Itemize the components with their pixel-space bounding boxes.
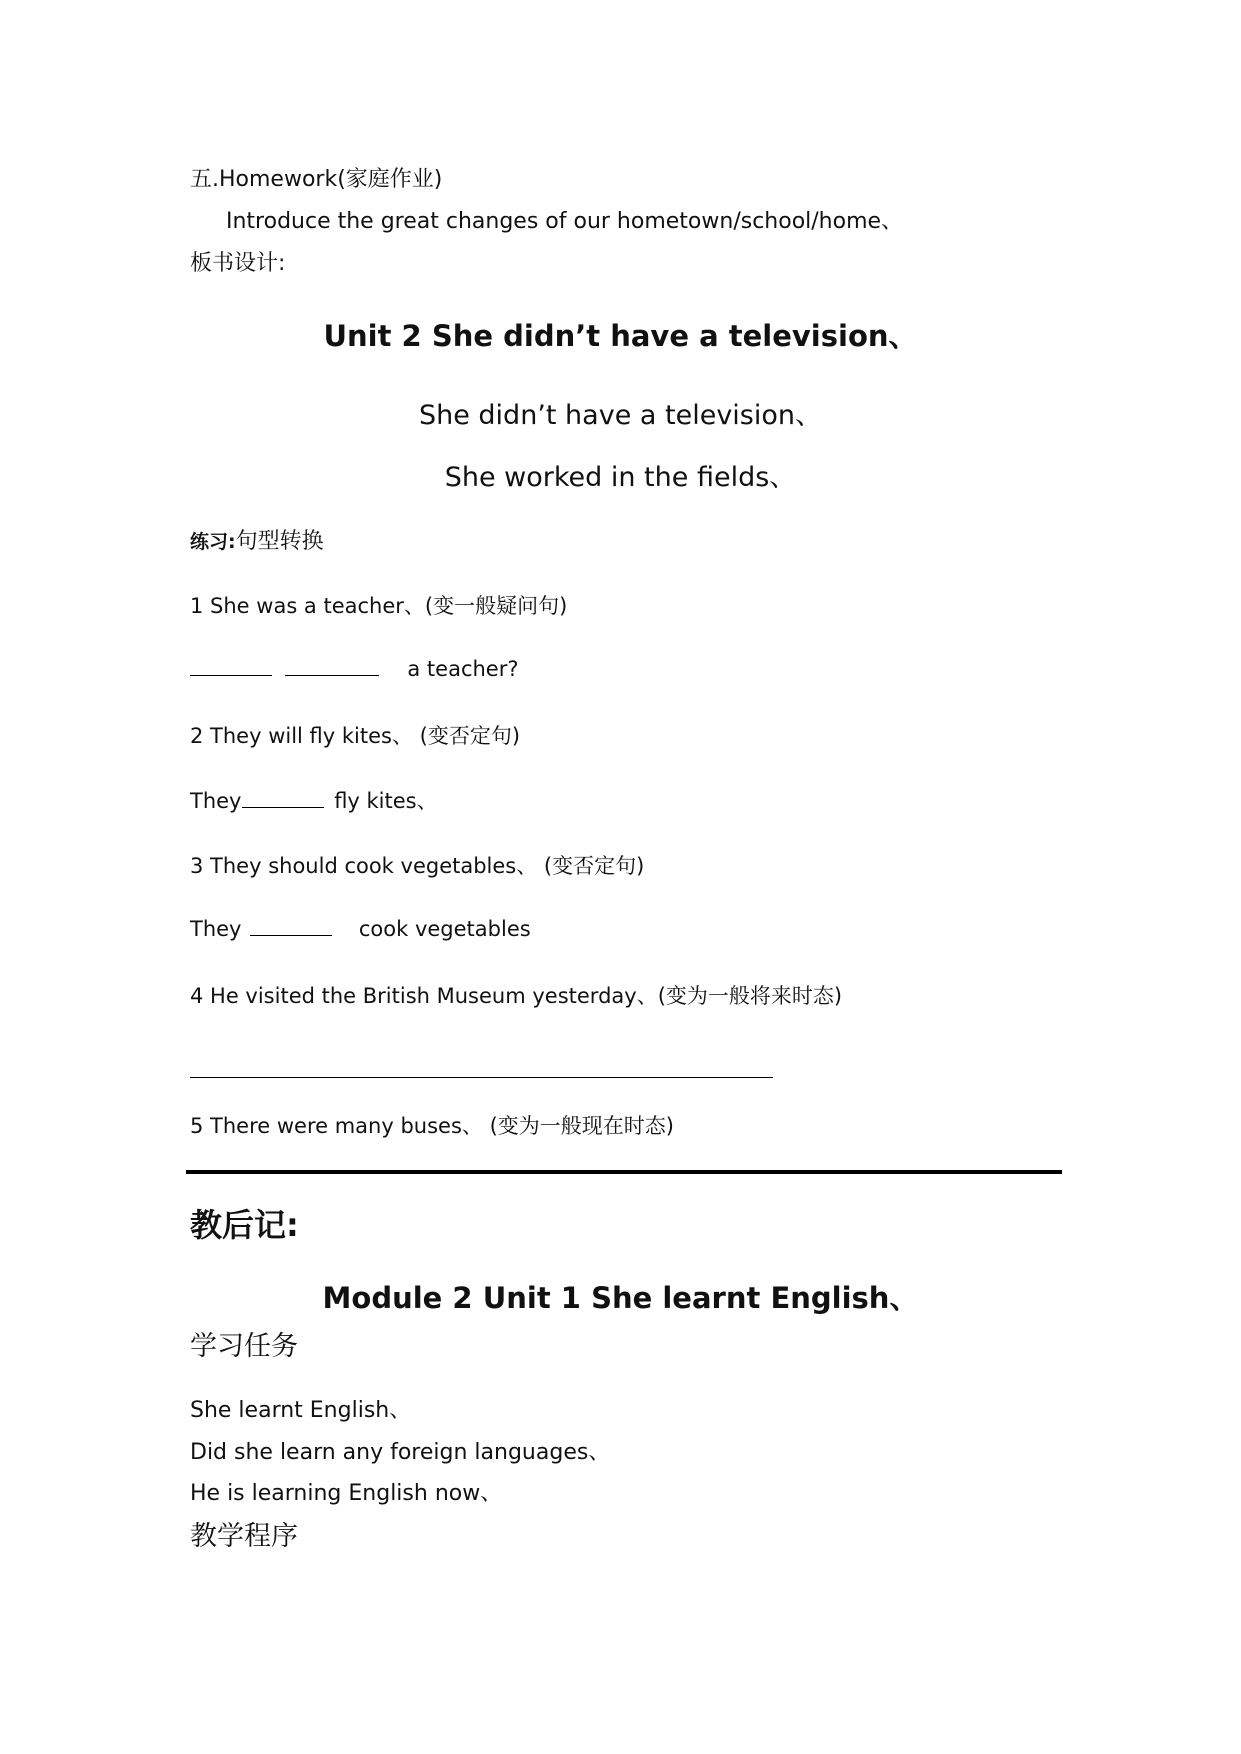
exercise-label <box>190 524 324 555</box>
exercise-a2-head: They <box>190 789 242 813</box>
task-2: Did she learn any foreign languages、 <box>190 1440 611 1465</box>
unit2-line1: She didn’t have a television、 <box>418 400 823 431</box>
section-divider <box>186 1170 1062 1174</box>
answer-line <box>190 1077 773 1078</box>
unit2-line2: She worked in the fields、 <box>444 462 797 493</box>
answer-blank <box>250 915 332 936</box>
exercise-q5: 5 There were many buses、 (变为一般现在时态) <box>190 1114 674 1138</box>
learning-tasks-label: 学习任务 <box>190 1331 298 1362</box>
exercise-q2: 2 They will fly kites、 (变否定句) <box>190 724 521 748</box>
exercise-a3-tail: cook vegetables <box>358 917 531 941</box>
exercise-a3 <box>190 915 531 941</box>
teaching-procedure-label: 教学程序 <box>190 1521 298 1552</box>
exercise-q4: 4 He visited the British Museum yesterday、(变为一般将来时态) <box>190 984 843 1008</box>
unit2-title: Unit 2 She didn’t have a television、 <box>323 319 918 353</box>
after-class-note-heading: 教后记: <box>190 1206 299 1244</box>
module2-title: Module 2 Unit 1 She learnt English、 <box>322 1281 919 1315</box>
board-design-label: 板书设计: <box>190 251 286 276</box>
answer-blank <box>190 655 272 676</box>
exercise-a2 <box>190 785 438 815</box>
exercise-q3: 3 They should cook vegetables、 (变否定句) <box>190 854 645 878</box>
exercise-a1-tail: a teacher? <box>407 657 519 681</box>
exercise-label-bold: 练习: <box>190 531 236 553</box>
homework-heading: 五.Homework(家庭作业) <box>190 167 443 192</box>
task-3: He is learning English now、 <box>190 1481 503 1506</box>
exercise-q1: 1 She was a teacher、(变一般疑问句) <box>190 594 568 618</box>
homework-text: Introduce the great changes of our hometown/school/home、 <box>226 209 904 234</box>
task-1: She learnt English、 <box>190 1398 412 1423</box>
answer-blank <box>242 787 324 808</box>
exercise-a2-tail: fly kites、 <box>334 789 438 813</box>
exercise-a3-head: They <box>190 917 242 941</box>
exercise-a1 <box>190 655 519 681</box>
answer-blank <box>285 655 379 676</box>
exercise-label-rest: 句型转换 <box>235 529 324 554</box>
